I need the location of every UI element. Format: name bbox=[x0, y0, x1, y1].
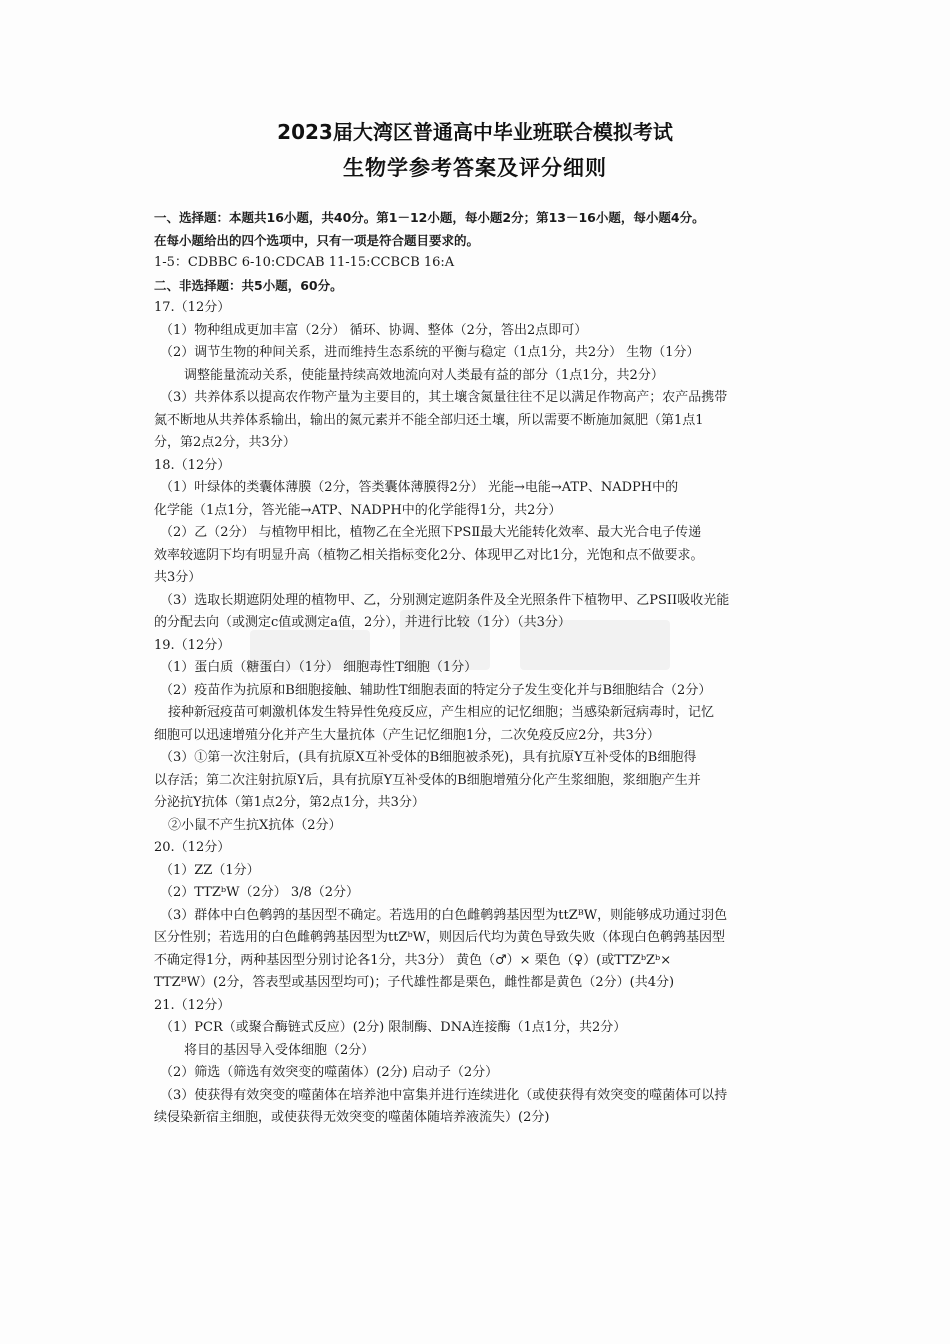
answer-line: （2）TTZᵇW（2分） 3/8（2分） bbox=[160, 885, 360, 900]
answer-line: 分泌抗Y抗体（第1点2分，第2点1分，共3分） bbox=[154, 795, 425, 810]
answer-line: （3）共养体系以提高农作物产量为主要目的，其土壤含氮量往往不足以满足作物高产；农产品携带 bbox=[160, 390, 728, 405]
answer-key-title: 生物学参考答案及评分细则 bbox=[343, 156, 607, 180]
answer-line: （1）蛋白质（糖蛋白）（1分） 细胞毒性T细胞（1分） bbox=[160, 660, 478, 675]
answer-line: 21.（12分） bbox=[154, 997, 231, 1013]
answer-line: （3）群体中白色鹌鹑的基因型不确定。若选用的白色雌鹌鹑基因型为ttZᴮW，则能够成功通过羽色 bbox=[160, 907, 728, 923]
answer-line: 19.（12分） bbox=[154, 637, 231, 653]
answer-line: 1-5：CDBBC 6-10:CDCAB 11-15:CCBCB 16:A bbox=[154, 255, 455, 270]
answer-line: （1）物种组成更加丰富（2分） 循环、协调、整体（2分，答出2点即可） bbox=[160, 322, 588, 338]
answer-line: 接种新冠疫苗可刺激机体发生特异性免疫反应，产生相应的记忆细胞；当感染新冠病毒时，记忆 bbox=[168, 705, 715, 720]
answer-line: （3）选取长期遮阴处理的植物甲、乙，分别测定遮阴条件及全光照条件下植物甲、乙PSII吸收光能 bbox=[160, 592, 730, 608]
answer-content bbox=[154, 207, 799, 1130]
answer-line: 效率较遮阴下均有明显升高（植物乙相关指标变化2分、体现甲乙对比1分，光饱和点不做要求。 bbox=[154, 547, 704, 563]
answer-line: （1）ZZ（1分） bbox=[160, 862, 260, 878]
answer-line: （2）疫苗作为抗原和B细胞接触、辅助性T细胞表面的特定分子发生变化并与B细胞结合（2分） bbox=[160, 682, 712, 698]
answer-line: 调整能量流动关系，使能量持续高效地流向对人类最有益的部分（1点1分，共2分） bbox=[184, 367, 664, 383]
answer-line: 将目的基因导入受体细胞（2分） bbox=[184, 1042, 375, 1058]
answer-line: （2）筛选（筛选有效突变的噬菌体）(2分) 启动子（2分） bbox=[160, 1065, 499, 1080]
answer-line: 一、选择题：本题共16小题，共40分。第1－12小题，每小题2分；第13－16小题，每小题4分。 bbox=[154, 210, 705, 225]
answer-line: 区分性别；若选用的白色雌鹌鹑基因型为ttZᵇW，则因后代均为黄色导致失败（体现白色鹌鹑基因型 bbox=[154, 930, 726, 945]
answer-line: 20.（12分） bbox=[154, 840, 231, 855]
answer-line: 的分配去向（或测定c值或测定a值，2分），并进行比较（1分）（共3分） bbox=[154, 615, 571, 630]
answer-line: 17.（12分） bbox=[154, 300, 231, 315]
answer-line: ②小鼠不产生抗X抗体（2分） bbox=[168, 817, 342, 833]
exam-title: 2023届大湾区普通高中毕业班联合模拟考试 bbox=[277, 120, 673, 144]
answer-line: 共3分） bbox=[154, 570, 202, 585]
answer-line: 分，第2点2分，共3分） bbox=[154, 435, 296, 450]
answer-line: （3）使获得有效突变的噬菌体在培养池中富集并进行连续进化（或使获得有效突变的噬菌体可以持 bbox=[160, 1087, 728, 1103]
answer-line: 化学能（1点1分，答光能→ATP、NADPH中的化学能得1分，共2分） bbox=[154, 502, 562, 518]
answer-line: 以存活；第二次注射抗原Y后，具有抗原Y互补受体的B细胞增殖分化产生浆细胞，浆细胞产生并 bbox=[154, 772, 701, 788]
answer-line: （1）叶绿体的类囊体薄膜（2分，答类囊体薄膜得2分） 光能→电能→ATP、NADPH中的 bbox=[160, 480, 679, 495]
answer-line: 18.（12分） bbox=[154, 457, 231, 473]
answer-line: 氮不断地从共养体系输出，输出的氮元素并不能全部归还土壤，所以需要不断施加氮肥（第1点1 bbox=[154, 412, 704, 428]
answer-line: 二、非选择题：共5小题，60分。 bbox=[154, 277, 343, 293]
answer-line: TTZᴮW）(2分，答表型或基因型均可)；子代雄性都是栗色，雌性都是黄色（2分）(共4分) bbox=[154, 975, 675, 990]
answer-line: （2）乙（2分） 与植物甲相比，植物乙在全光照下PSⅡ最大光能转化效率、最大光合电子传递 bbox=[160, 525, 702, 540]
answer-line: （1）PCR（或聚合酶链式反应）(2分) 限制酶、DNA连接酶（1点1分，共2分） bbox=[160, 1020, 627, 1035]
answer-line: 在每小题给出的四个选项中，只有一项是符合题目要求的。 bbox=[154, 232, 480, 248]
answer-line: （2）调节生物的种间关系，进而维持生态系统的平衡与稳定（1点1分，共2分） 生物（1分） bbox=[160, 345, 700, 360]
answer-line: 细胞可以迅速增殖分化并产生大量抗体（产生记忆细胞1分，二次免疫反应2分，共3分） bbox=[154, 727, 660, 743]
answer-line: （3）①第一次注射后，(具有抗原X互补受体的B细胞被杀死)，具有抗原Y互补受体的B细胞得 bbox=[160, 750, 697, 765]
answer-line: 不确定得1分，两种基因型分别讨论各1分，共3分） 黄色（♂）× 栗色（♀）(或TTZᵇZᵇ× bbox=[154, 952, 672, 968]
answer-line: 续侵染新宿主细胞，或使获得无效突变的噬菌体随培养液流失）(2分) bbox=[154, 1110, 550, 1125]
